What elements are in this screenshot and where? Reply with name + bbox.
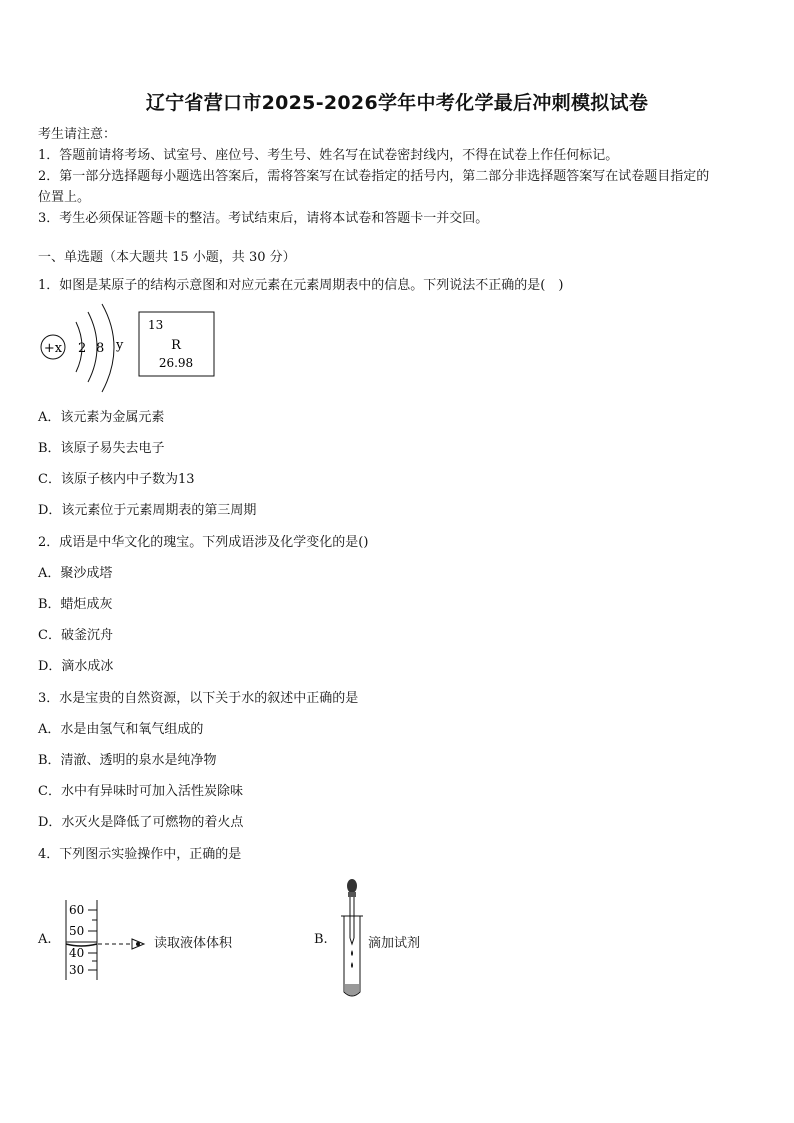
question-4-stem: 4．下列图示实验操作中，正确的是 xyxy=(38,847,242,862)
droplet-1 xyxy=(351,950,353,956)
question-3-stem: 3．水是宝贵的自然资源，以下关于水的叙述中正确的是 xyxy=(38,691,359,706)
tick-label-50: 50 xyxy=(69,924,85,938)
dropper-tip xyxy=(350,938,354,944)
dropper-test-tube-diagram xyxy=(335,876,369,1004)
graduated-cylinder-diagram xyxy=(60,898,160,982)
q4-option-b-letter: B. xyxy=(314,932,328,947)
shell-1-electrons: 2 xyxy=(78,341,87,356)
dropper-collar xyxy=(348,892,356,897)
liquid-meniscus xyxy=(66,944,97,946)
tick-label-40: 40 xyxy=(69,946,85,960)
notice-heading: 考生请注意： xyxy=(38,127,117,142)
q3-option-c: C．水中有异味时可加入活性炭除味 xyxy=(38,784,243,799)
q4-option-b-label: 滴加试剂 xyxy=(368,936,421,951)
dropper-bulb xyxy=(347,879,357,893)
q1-option-b: B．该原子易失去电子 xyxy=(38,441,165,456)
tick-label-30: 30 xyxy=(69,963,85,977)
q2-option-c: C．破釜沉舟 xyxy=(38,628,113,643)
q1-option-a: A．该元素为金属元素 xyxy=(38,410,165,425)
q3-option-b: B．清澈、透明的泉水是纯净物 xyxy=(38,753,217,768)
q2-option-a: A．聚沙成塔 xyxy=(38,566,113,581)
question-2-stem: 2．成语是中华文化的瑰宝。下列成语涉及化学变化的是() xyxy=(38,535,369,550)
q2-option-b: B．蜡炬成灰 xyxy=(38,597,113,612)
eye-pupil xyxy=(136,942,140,946)
page-title: 辽宁省营口市2025-2026学年中考化学最后冲刺模拟试卷 xyxy=(145,92,649,114)
nucleus-label: +x xyxy=(43,341,63,356)
element-symbol: R xyxy=(171,338,181,353)
q1-option-c: C．该原子核内中子数为13 xyxy=(38,472,195,487)
q4-option-a-letter: A. xyxy=(38,932,52,947)
q1-option-d: D．该元素位于元素周期表的第三周期 xyxy=(38,503,257,518)
shell-3-electrons: y xyxy=(116,338,124,353)
droplet-2 xyxy=(351,962,353,968)
tick-label-60: 60 xyxy=(69,903,85,917)
notice-item-2: 2．第一部分选择题每小题选出答案后，需将答案写在试卷指定的括号内，第二部分非选择题答案写在试卷题目指定的 xyxy=(38,169,710,184)
notice-item-2-cont: 位置上。 xyxy=(38,190,91,205)
atomic-number: 13 xyxy=(148,318,164,332)
atomic-mass: 26.98 xyxy=(158,356,194,370)
test-tube-liquid xyxy=(345,984,359,996)
q4-option-a-label: 读取液体体积 xyxy=(154,936,233,951)
notice-item-3: 3．考生必须保证答题卡的整洁。考试结束后，请将本试卷和答题卡一并交回。 xyxy=(38,211,489,226)
q3-option-d: D．水灭火是降低了可燃物的着火点 xyxy=(38,815,244,830)
notice-item-1: 1．答题前请将考场、试室号、座位号、考生号、姓名写在试卷密封线内，不得在试卷上作任何标记。 xyxy=(38,148,619,163)
q3-option-a: A．水是由氢气和氧气组成的 xyxy=(38,722,204,737)
shell-2-electrons: 8 xyxy=(96,341,105,356)
question-1-stem: 1．如图是某原子的结构示意图和对应元素在元素周期表中的信息。下列说法不正确的是( ) xyxy=(38,278,564,293)
section-heading: 一、单选题（本大题共 15 小题，共 30 分） xyxy=(38,250,296,265)
q2-option-d: D．滴水成冰 xyxy=(38,659,114,674)
atom-structure-diagram xyxy=(36,300,226,400)
